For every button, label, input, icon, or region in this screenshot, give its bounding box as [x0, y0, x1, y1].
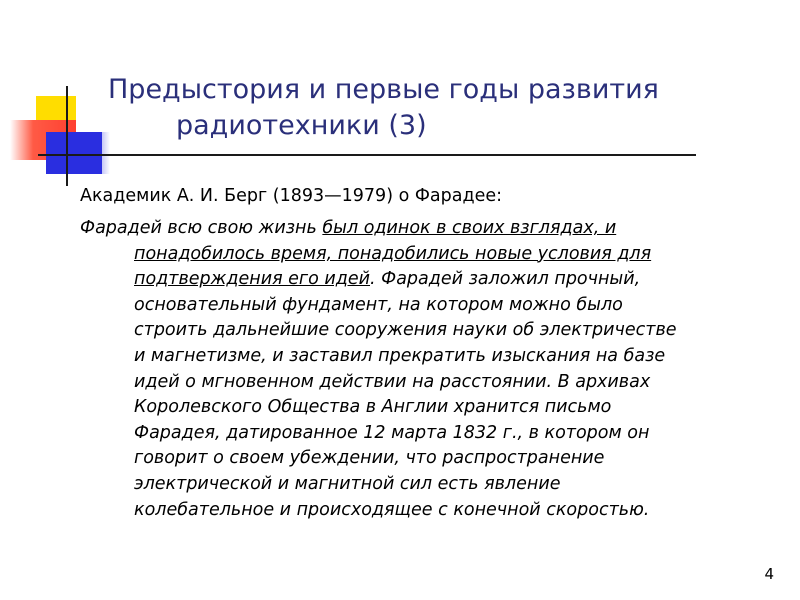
quote-line: говорит о своем убеждении, что распространение	[134, 448, 605, 469]
slide-number: 4	[764, 565, 774, 583]
decoration-vertical-line	[66, 86, 68, 186]
decoration-blue-fade	[80, 132, 110, 174]
quote-line: идей о мгновенном действии на расстоянии. В архивах	[134, 371, 651, 392]
quote-underlined-text: понадобилось время, понадобились новые условия для	[134, 243, 652, 264]
quote-line: и магнетизме, и заставил прекратить изыскания на базе	[134, 345, 666, 366]
quote-line: Королевского Общества в Англии хранится письмо	[134, 397, 612, 418]
quote-line	[80, 216, 740, 242]
quote-line: строить дальнейшие сооружения науки об электричестве	[134, 320, 677, 341]
quote-text: Фарадей всю свою жизнь	[80, 218, 323, 238]
quote-text: . Фарадей заложил прочный,	[370, 269, 641, 290]
quote-line: электрической и магнитной сил есть явление	[134, 473, 561, 494]
quote-line: основательный фундамент, на котором можно было	[134, 294, 623, 315]
quote-line	[80, 242, 740, 268]
quote-body	[80, 216, 740, 523]
quote-attribution: Академик А. И. Берг (1893—1979) о Фарадее:	[80, 186, 502, 206]
quote-underlined-text: подтверждения его идей	[134, 269, 371, 290]
quote-underlined-text: был одинок в своих взглядах, и	[322, 218, 617, 238]
quote-line: Фарадея, датированное 12 марта 1832 г., в котором он	[134, 422, 650, 443]
quote-line	[80, 267, 740, 293]
slide-title	[108, 72, 728, 144]
slide-title-line2: радиотехники (3)	[176, 110, 427, 141]
title-underline-rule	[38, 154, 696, 156]
slide-title-line1: Предыстория и первые годы развития	[108, 74, 659, 105]
quote-line: колебательное и происходящее с конечной скоростью.	[134, 499, 650, 520]
